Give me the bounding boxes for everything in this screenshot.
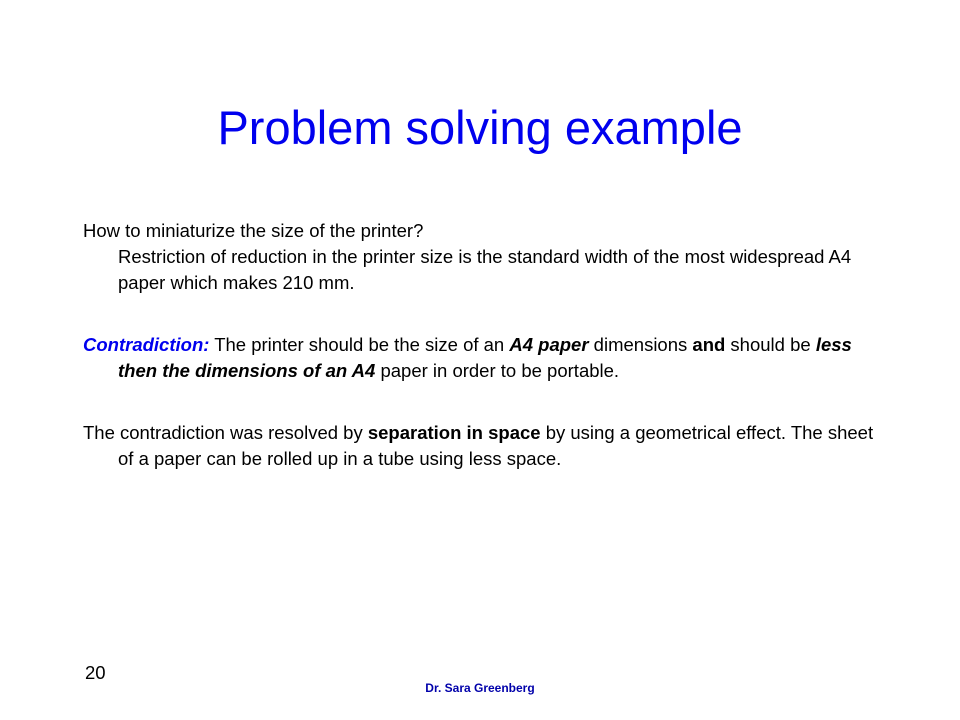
resolution-emph: separation in space	[367, 422, 541, 443]
question-block	[83, 218, 883, 244]
contradiction-text-1: The printer should be the size of an	[209, 334, 510, 355]
contradiction-text-4: paper in order to be portable.	[375, 360, 620, 381]
author-footer: Dr. Sara Greenberg	[425, 681, 535, 695]
contradiction-paragraph	[83, 332, 883, 384]
slide-title: Problem solving example	[217, 101, 743, 154]
restriction-block	[83, 244, 883, 296]
resolution-text-2: by using a geometrical effect. The sheet of a paper can be rolled up in a tube using less space.	[118, 422, 874, 469]
contradiction-block	[83, 332, 883, 384]
resolution-block	[83, 420, 883, 472]
contradiction-emph-less: less then the dimensions of an A4	[118, 334, 852, 381]
contradiction-label: Contradiction:	[83, 334, 210, 355]
page-number: 20	[85, 662, 106, 683]
contradiction-emph-and: and	[692, 334, 726, 355]
contradiction-emph-a4: A4 paper	[509, 334, 589, 355]
contradiction-text-3: should be	[725, 334, 816, 355]
question-text: How to miniaturize the size of the printer?	[83, 220, 424, 241]
resolution-paragraph	[83, 420, 883, 472]
contradiction-text-2: dimensions	[588, 334, 693, 355]
restriction-text: Restriction of reduction in the printer size is the standard width of the most widespread A4 paper which makes 210 mm.	[118, 246, 852, 293]
resolution-text-1: The contradiction was resolved by	[83, 422, 368, 443]
